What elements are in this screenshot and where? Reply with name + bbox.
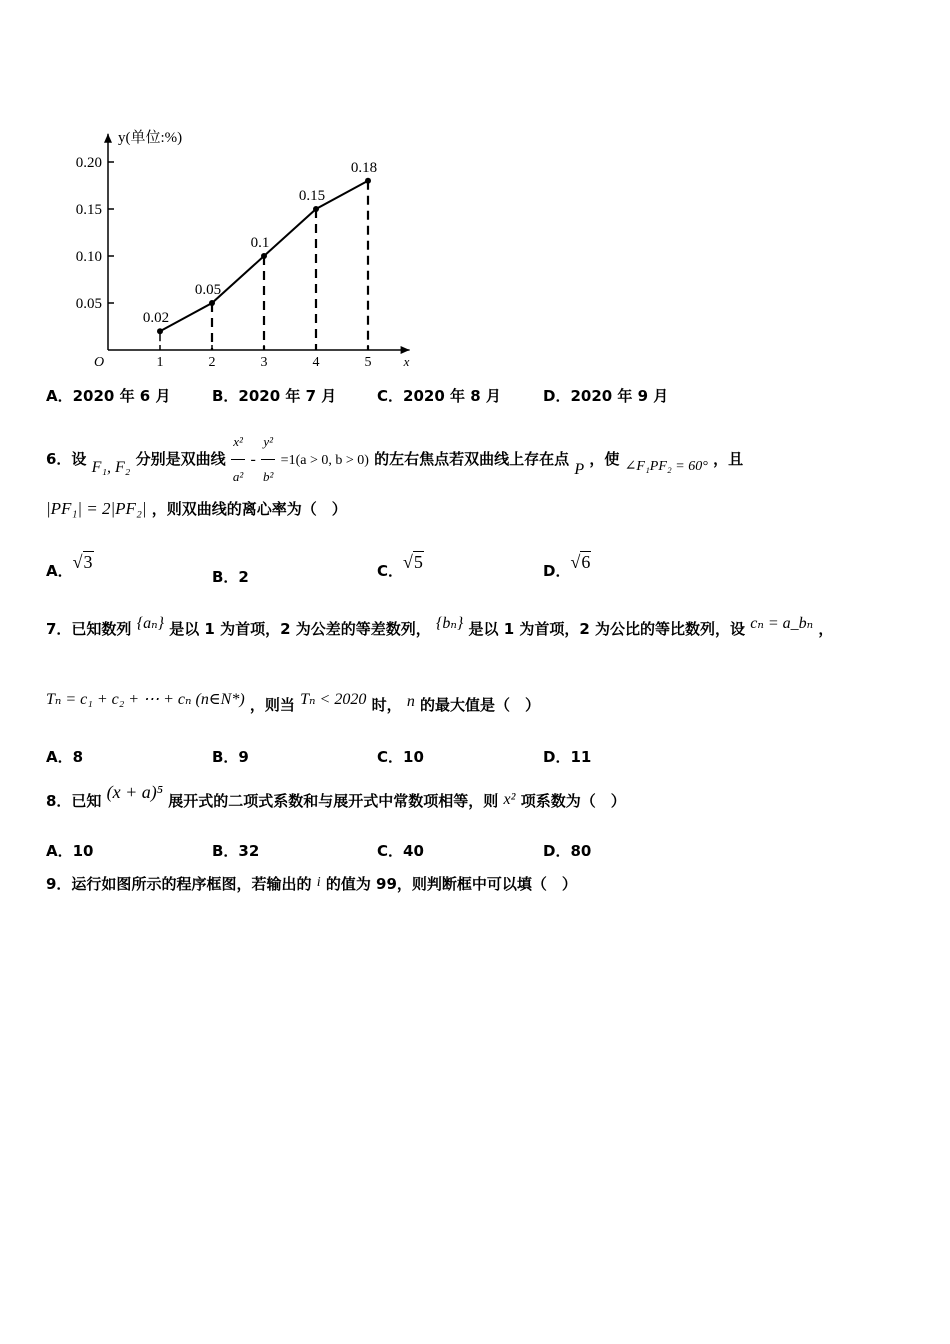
q7-text-5: 时， (371, 696, 402, 714)
x-tick-label: 2 (208, 355, 216, 370)
question-6-line-1: 6．设 F₁, F₂ 分别是双曲线 $\frac{\text{x²}}{\text{a²}}$ - $\frac{\text{y²}}{\text{b²}}$ =1(a > 0, b > 0) 的左右焦点若双曲线上存在点 P ，使 ∠F₁PF₂ = 60° ，且 (46, 425, 743, 494)
q7-text-6: 的最大值是（ ） (420, 696, 541, 714)
y-tick-label: 0.10 (75, 249, 102, 265)
data-point (157, 328, 163, 334)
q8-text-1: 展开式的二项式系数和与展开式中常数项相等，则 (168, 792, 499, 810)
x-tick-label: 1 (156, 355, 164, 370)
data-point (261, 253, 267, 259)
origin-label: O (94, 355, 105, 370)
y-tick-label: 0.15 (75, 202, 102, 218)
x-tick-label: 5 (364, 355, 372, 370)
question-7-line-1 (46, 612, 833, 647)
q6-fraction-x: $\frac{\text{x²}}{\text{a²}}$ (231, 425, 245, 494)
question-6-line-2 (46, 495, 347, 523)
y-tick-label: 0.20 (75, 155, 102, 171)
data-label: 0.05 (194, 282, 222, 298)
q5-option-a: A．2020 年 6 月 (46, 387, 171, 405)
q5-option-d: D．2020 年 9 月 (543, 387, 669, 405)
x-tick-label: 3 (260, 355, 268, 370)
q8-option-c: C．40 (377, 842, 424, 860)
data-point (365, 178, 371, 184)
q7-cn-definition: cₙ = a_bₙ (750, 615, 814, 632)
q8-option-a: A．10 (46, 842, 94, 860)
q7-text-3: ， (818, 620, 834, 638)
data-label: 0.02 (142, 310, 170, 327)
q5-option-c: C．2020 年 8 月 (377, 387, 501, 405)
q7-text-4: ，则当 (249, 696, 295, 714)
q9-i: i (316, 875, 321, 890)
q6-prefix: 6．设 (46, 450, 87, 468)
x-axis-label: x (403, 354, 410, 369)
q6-foci: F₁, F₂ (91, 459, 131, 476)
q6-point-p: P (574, 461, 585, 478)
question-8 (46, 783, 626, 819)
q5-option-b: B．2020 年 7 月 (212, 387, 337, 405)
q7-option-c: C．10 (377, 748, 424, 766)
data-label: 0.1 (250, 235, 270, 251)
q6-text-4: ，且 (713, 450, 744, 468)
q6-option-d: D．√6 (543, 552, 591, 580)
q7-tn-definition: Tₙ = c₁ + c₂ + ⋯ + cₙ (n∈N*) (46, 691, 245, 708)
q6-text-1: 分别是双曲线 (135, 450, 226, 468)
y-axis-arrow (104, 134, 112, 143)
q6-equation-rest: =1(a > 0, b > 0) (280, 453, 369, 468)
q8-option-d: D．80 (543, 842, 592, 860)
q6-condition: |PF₁| = 2|PF₂| (46, 499, 147, 518)
data-point (313, 206, 319, 212)
q6-text-2: 的左右焦点若双曲线上存在点 (374, 450, 570, 468)
q7-sequence-b: {bₙ} (435, 615, 464, 632)
q9-text-1: 的值为 99，则判断框中可以填（ ） (325, 875, 577, 893)
q6-angle: ∠F₁PF₂ = 60° (624, 459, 708, 474)
q8-option-b: B．32 (212, 842, 260, 860)
q7-n: n (406, 693, 415, 710)
question-9 (46, 872, 577, 898)
q8-text-2: 项系数为（ ） (520, 792, 626, 810)
x-tick-label: 4 (312, 355, 320, 370)
q8-expression: (x + a)⁵ (106, 782, 164, 802)
q6-option-c: C．√5 (377, 552, 423, 580)
q6-text-5: ，则双曲线的离心率为（ ） (151, 500, 347, 518)
q6-option-b: B．2 (212, 568, 249, 586)
growth-line-chart (60, 118, 440, 378)
q8-prefix: 8．已知 (46, 792, 102, 810)
q7-inequality: Tₙ < 2020 (300, 691, 367, 708)
y-axis-label: y(单位:%) (118, 129, 183, 146)
question-7-line-2 (46, 688, 540, 723)
q6-fraction-y: $\frac{\text{y²}}{\text{b²}}$ (261, 425, 275, 494)
q7-prefix: 7．已知数列 (46, 620, 132, 638)
q7-option-b: B．9 (212, 748, 249, 766)
q7-option-a: A．8 (46, 748, 84, 766)
q7-option-d: D．11 (543, 748, 592, 766)
q7-sequence-a: {aₙ} (136, 615, 164, 632)
data-point (209, 300, 215, 306)
data-label: 0.18 (350, 159, 378, 176)
q6-text-3: ，使 (589, 450, 620, 468)
y-tick-label: 0.05 (75, 296, 102, 312)
data-label: 0.15 (298, 188, 326, 204)
q7-text-1: 是以 1 为首项，2 为公差的等差数列， (169, 620, 431, 638)
q9-prefix: 9．运行如图所示的程序框图，若输出的 (46, 875, 312, 893)
q6-option-a: A．√3 (46, 552, 93, 580)
x-axis-arrow (401, 346, 410, 354)
q7-text-2: 是以 1 为首项，2 为公比的等比数列，设 (468, 620, 746, 638)
q8-x-squared: x² (503, 791, 516, 808)
